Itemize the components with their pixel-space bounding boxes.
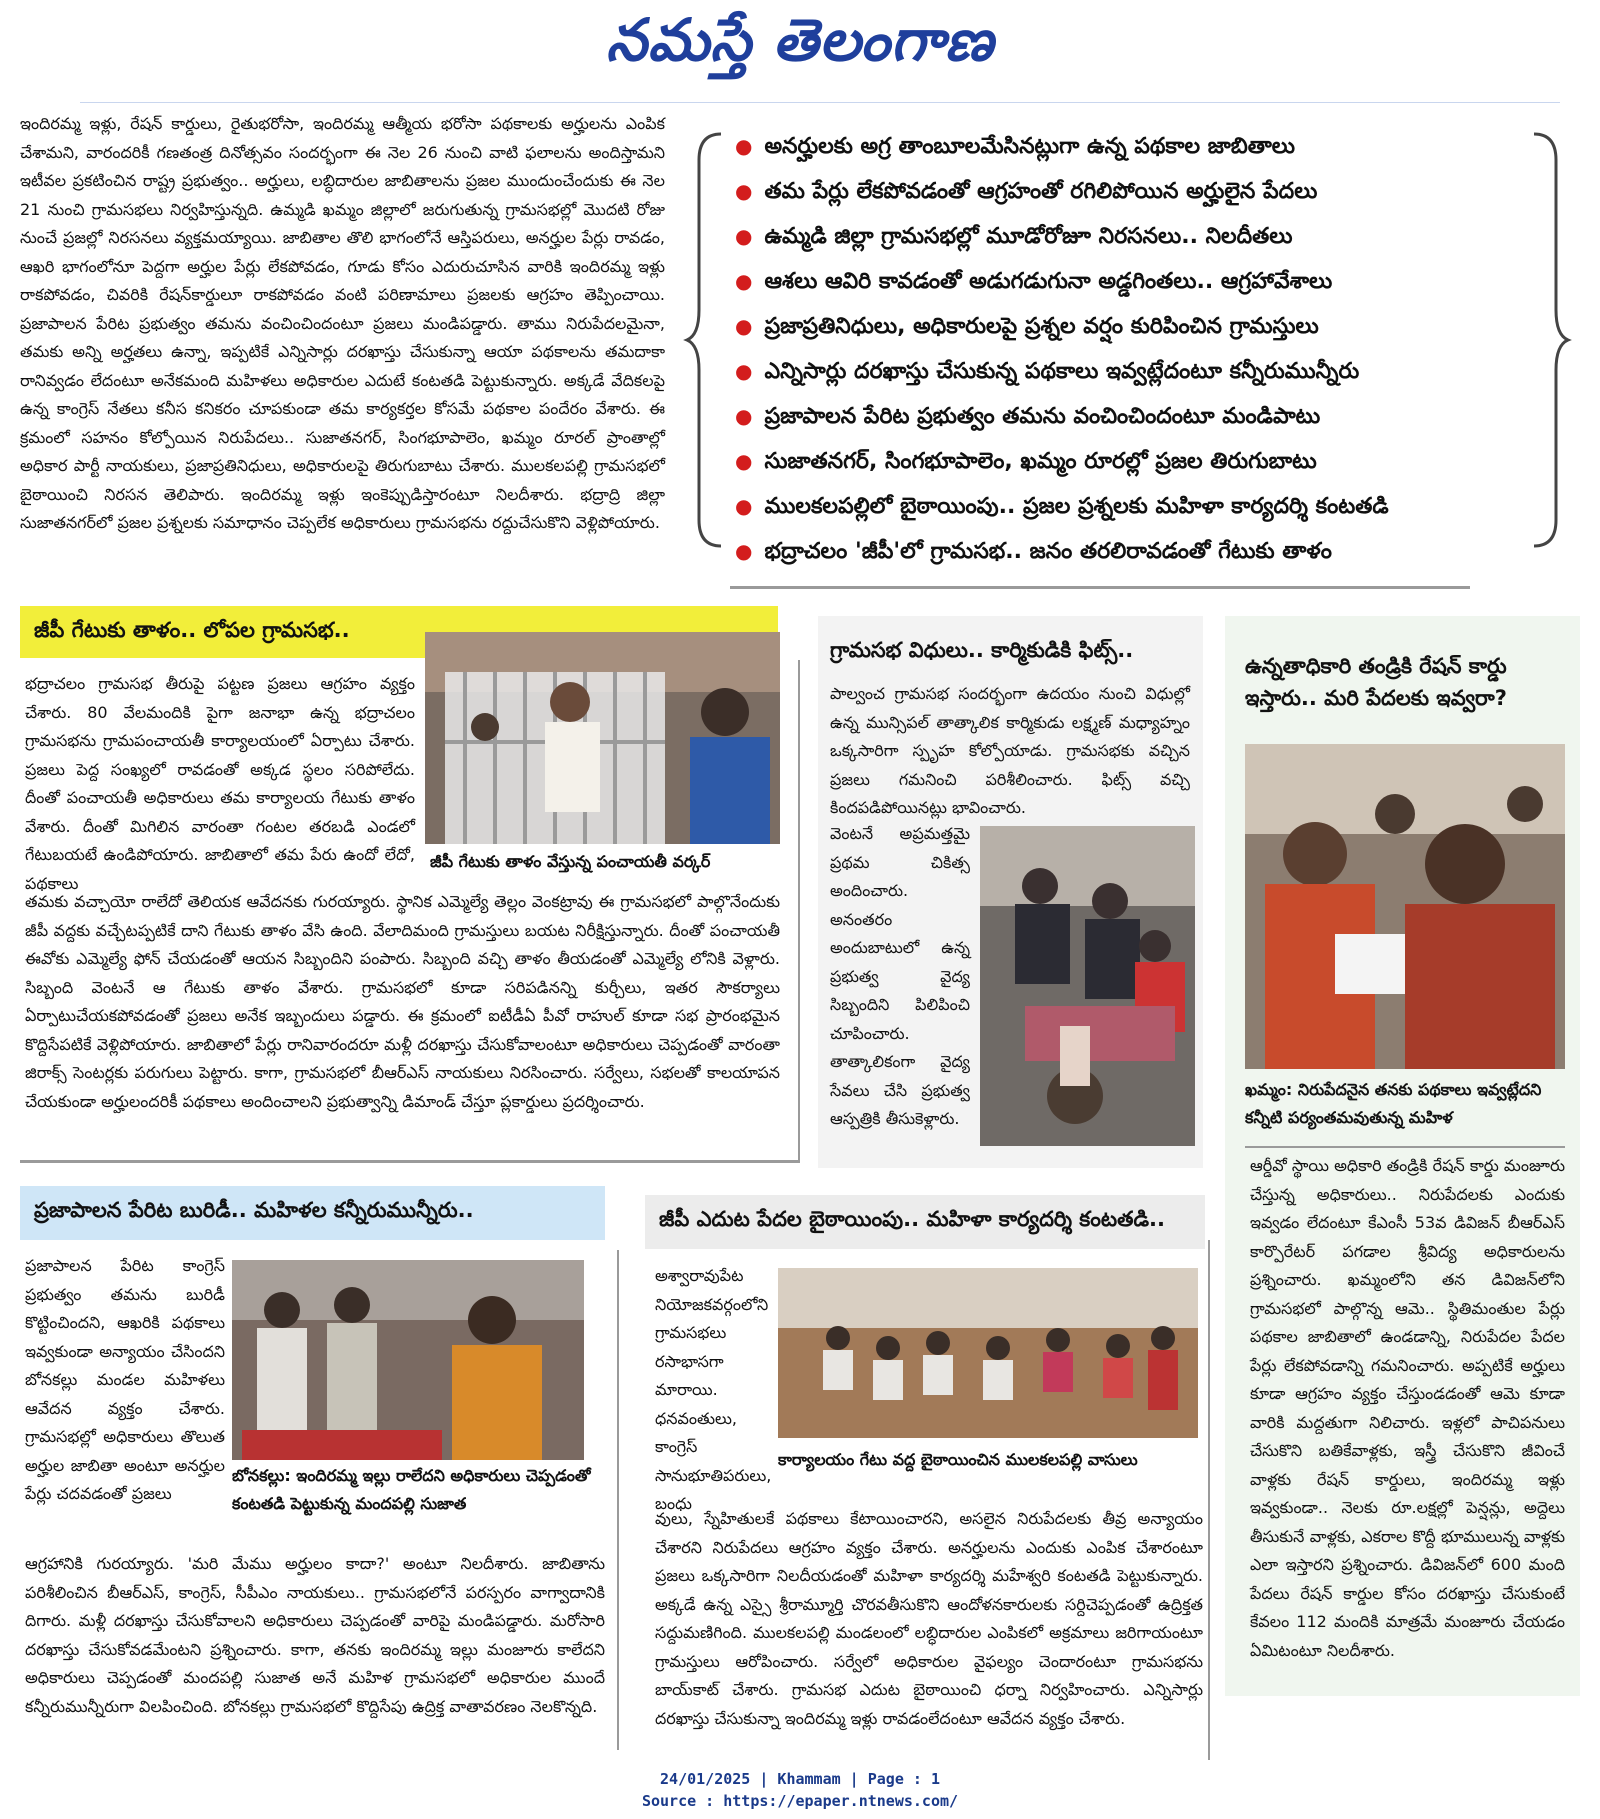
bullet-dot-icon: ● xyxy=(735,404,753,428)
story4-headline: ప్రజాపాలన పేరిట బురిడీ.. మహిళల కన్నీరుమున్నీరు.. xyxy=(20,1186,605,1240)
story2-text-side: వెంటనే అప్రమత్తమై ప్రథమ చికిత్స అందించారు. అనంతరం అందుబాటులో ఉన్న ప్రభుత్వ వైద్య సిబ్బందిని పిలిపించి చూపించారు. తాత్కాలికంగా వైద్య సేవలు చేసి ప్రభుత్వ ఆస్పత్రికి తీసుకెళ్లారు. xyxy=(830,824,970,1128)
story2-photo xyxy=(980,826,1195,1146)
lead-paragraph: ఇందిరమ్మ ఇళ్లు, రేషన్ కార్డులు, రైతుభరోసా, ఇందిరమ్మ ఆత్మీయ భరోసా పథకాలకు అర్హులను ఎంపిక చేశామని, వారందరికీ గణతంత్ర దినోత్సవం సందర్భంగా ఈ నెల 26 నుంచి వాటి ఫలాలను అందిస్తామని ఇటీవల ప్రకటించిన రాష్ట్ర ప్రభుత్వం.. అర్హులు, లబ్ధిదారుల జాబితాలను ప్రజల ముందుంచేందుకు ఈ నెల 21 నుంచి గ్రామసభలు నిర్వహిస్తున్నది. ఉమ్మడి ఖమ్మం జిల్లాలో జరుగుతున్న గ్రామసభల్లో మొదటి రోజు నుంచే ప్రజల్లో నిరసనలు వ్యక్తమయ్యాయి. జాబితాల తొలి భాగంలోనే ఆస్తిపరులు, అనర్హుల పేర్లు రావడం, ఆఖరి భాగంలోనూ పెద్దగా అర్హుల పేర్లు లేకపోవడం, గూడు కోసం ఎదురుచూసిన వారికి ఇందిరమ్మ ఇళ్లు రాకపోవడం, చివరికి రేషన్‌కార్డులూ రాకపోవడం వంటి పరిణామాలు ప్రజలకు ఆగ్రహం తెప్పించాయి. ప్రజాపాలన పేరిట ప్రభుత్వం తమను వంచించిందంటూ ప్రజలు మండిపడ్డారు. తాము నిరుపేదలమైనా, తమకు అన్ని అర్హతలు ఉన్నా, ఇప్పటికే ఎన్నిసార్లు దరఖాస్తు చేసుకున్నా ఆయా పథకాలను తమదాకా రానివ్వడం లేదంటూ అనేకమంది మహిళలు అధికారుల ఎదుటే కంటతడి పెట్టుకున్నారు. అక్కడే వేదికలపై ఉన్న కాంగ్రెస్ నేతలు కనీస కనికరం చూపకుండా తమ కార్యకర్తల కోసమే పథకాల పందేరం వేశారు. ఈ క్రమంలో సహనం కోల్పోయిన నిరుపేదలు.. సుజాతనగర్, సింగభూపాలెం, ఖమ్మం రూరల్ ప్రాంతాల్లో అధికార పార్టీ నాయకులు, ప్రజాప్రతినిధులు, అధికారులపై తిరుగుబాటు చేశారు. ములకలపల్లి గ్రామసభలో బైఠాయించి నిరసన తెలిపారు. ఇందిరమ్మ ఇళ్లు ఇంకెప్పుడిస్తారంటూ నిలదీశారు. భద్రాద్రి జిల్లా సుజాతనగర్‌లో ప్రజల ప్రశ్నలకు సమాధానం చెప్పలేక అధికారులు గ్రామసభను రద్దుచేసుకొని వెళ్లిపోయారు. xyxy=(20,114,665,532)
right-brace-icon xyxy=(1530,130,1570,550)
story1-rule xyxy=(20,1160,800,1163)
story1-text-side: భద్రాచలం గ్రామసభ తీరుపై పట్టణ ప్రజలు ఆగ్రహం వ్యక్తం చేశారు. 80 వేలమందికి పైగా జనాభా ఉన్న భద్రాచలం గ్రామసభను గ్రామపంచాయతీ కార్యాలయంలో ఏర్పాటు చేశారు. ప్రజలు పెద్ద సంఖ్యలో రావడంతో అక్కడ స్థలం సరిపోలేదు. దీంతో పంచాయతీ అధికారులు తమ కార్యాలయ గేటుకు తాళం వేశారు. దీంతో మిగిలిన వారంతా గంటల తరబడి ఎండలో గేటుబయటే ఉండిపోయారు. జాబితాలో తమ పేరు ఉందో లేదో, పథకాలు xyxy=(25,674,415,893)
highlight-item: ● భద్రాచలం 'జీపీ'లో గ్రామసభ.. జనం తరలిరావడంతో గేటుకు తాళం xyxy=(735,539,1332,564)
bullet-dot-icon: ● xyxy=(735,134,753,158)
highlight-item: ● తమ పేర్లు లేకపోవడంతో ఆగ్రహంతో రగిలిపోయిన అర్హులైన పేదలు xyxy=(735,179,1318,204)
story4-photo xyxy=(232,1260,584,1460)
story5-text-side: అశ్వారావుపేట నియోజకవర్గంలోని గ్రామసభలు రసాభాసగా మారాయి. ధనవంతులు, కాంగ్రెస్ సానుభూతిపరులు, బంధు xyxy=(655,1266,772,1513)
story3-headline: ఉన్నతాధికారి తండ్రికి రేషన్ కార్డు ఇస్తారు.. మరి పేదలకు ఇవ్వరా? xyxy=(1245,654,1507,710)
highlight-item: ● ప్రజాప్రతినిధులు, అధికారులపై ప్రశ్నల వర్షం కురిపించిన గ్రామస్తులు xyxy=(735,314,1319,339)
story1-text: తమకు వచ్చాయో రాలేదో తెలియక ఆవేదనకు గురయ్యారు. స్థానిక ఎమ్మెల్యే తెల్లం వెంకట్రావు ఈ గ్రామసభలో పాల్గొనేందుకు జీపీ వద్దకు వచ్చేటప్పటికే దాని గేటుకు తాళం వేసి ఉంది. వేలాదిమంది గ్రామస్తులు బయట నిరీక్షిస్తున్నారు. దీంతో పంచాయతీ ఈవోకు ఎమ్మెల్యే ఫోన్ చేయడంతో ఆయన సిబ్బందిని పంపారు. సిబ్బంది వచ్చి తాళం తీయడంతో ఎమ్మెల్యే లోనికి వెళ్లారు. సిబ్బంది వెంటనే ఆ గేటుకు తాళం వేశారు. గ్రామసభలో కూడా సరిపడినన్ని కుర్చీలు, ఇతర సౌకర్యాలు ఏర్పాటుచేయకపోవడంతో ప్రజలు అనేక ఇబ్బందులు పడ్డారు. ఈ క్రమంలో ఐటీడీఏ పీవో రాహుల్ కూడా సభ ప్రారంభమైన కొద్దిసేపటికే వెళ్లిపోయారు. జాబితాలో పేర్లు రానివారందరూ మళ్లీ దరఖాస్తు చేసుకోవాలంటూ అధికారులు చెప్పడంతో వారంతా జిరాక్స్ సెంటర్లకు పరుగులు పెట్టారు. కాగా, గ్రామసభలో బీఆర్ఎస్ నాయకులు నిరసించారు. సర్వేలు, సభలతో కాలయాపన చేయకుండా అర్హులందరికీ పథకాలు అందించాలని ప్రభుత్వాన్ని డిమాండ్ చేస్తూ ప్లకార్డులు ప్రదర్శించారు. xyxy=(25,892,780,1111)
masthead-rule xyxy=(80,102,1560,103)
bullet-dot-icon: ● xyxy=(735,269,753,293)
story1-divider xyxy=(798,660,800,1162)
bullet-dot-icon: ● xyxy=(735,449,753,473)
story5-text: వులు, స్నేహితులకే పథకాలు కేటాయించారని, అసలైన నిరుపేదలకు తీవ్ర అన్యాయం చేశారని నిరుపేదలు ఆగ్రహం వ్యక్తం చేశారు. అనర్హులను ఎందుకు ఎంపిక చేశారంటూ ప్రజలు ఒక్కసారిగా నిలదీయడంతో మహిళా కార్యదర్శి మహేశ్వరి కంటతడి పెట్టుకున్నారు. అక్కడే ఉన్న ఎస్సై శ్రీరామ్మూర్తి చొరవతీసుకొని ఆందోళనకారులకు సర్దిచెప్పడంతో ఉద్రిక్తత సద్దుమణిగింది. ములకలపల్లి మండలంలో లబ్ధిదారుల ఎంపికలో అక్రమాలు జరిగాయంటూ గ్రామస్తులు ఆరోపించారు. సర్వేలో అధికారుల వైఫల్యం చెందారంటూ గ్రామసభను బాయ్‌కాట్ చేశారు. గ్రామసభ ఎదుట బైఠాయించి ధర్నా నిర్వహించారు. ఎన్నిసార్లు దరఖాస్తు చేసుకున్నా ఇందిరమ్మ ఇళ్లు రావడంలేదంటూ ఆవేదన వ్యక్తం చేశారు. xyxy=(655,1509,1203,1728)
story4-text-side: ప్రజాపాలన పేరిట కాంగ్రెస్ ప్రభుత్వం తమను బురిడీ కొట్టించిందని, ఆఖరికి పథకాలు ఇవ్వకుండా అన్యాయం చేసిందని బోనకల్లు మండల మహిళలు ఆవేదన వ్యక్తం చేశారు. గ్రామసభల్లో అధికారులు తొలుత అర్హుల జాబితా అంటూ అనర్హుల పేర్లు చదవడంతో ప్రజలు xyxy=(25,1256,225,1503)
highlight-item: ● ములకలపల్లిలో బైఠాయింపు.. ప్రజల ప్రశ్నలకు మహిళా కార్యదర్శి కంటతడి xyxy=(735,494,1389,519)
bullet-dot-icon: ● xyxy=(735,539,753,563)
bullet-dot-icon: ● xyxy=(735,359,753,383)
highlight-item: ● సుజాతనగర్, సింగభూపాలెం, ఖమ్మం రూరల్లో ప్రజల తిరుగుబాటు xyxy=(735,449,1317,474)
footer-source: Source : https://epaper.ntnews.com/ xyxy=(641,1792,959,1810)
story5-divider xyxy=(1208,1240,1210,1760)
story4-divider xyxy=(617,1250,619,1750)
story1-photo xyxy=(425,632,780,844)
story5-photo xyxy=(778,1268,1198,1438)
highlight-item: ● అనర్హులకు అగ్ర తాంబూలమేసినట్లుగా ఉన్న పథకాల జాబితాలు xyxy=(735,134,1295,159)
story3-photo xyxy=(1245,744,1565,1069)
story2-text-top: పాల్వంచ గ్రామసభ సందర్భంగా ఉదయం నుంచి విధుల్లో ఉన్న మున్సిపల్ తాత్కాలిక కార్మికుడు లక్ష్మణ్ మధ్యాహ్నం ఒక్కసారిగా స్పృహ కోల్పోయాడు. గ్రామసభకు వచ్చిన ప్రజలు గమనించి పరిశీలించారు. ఫిట్స్ వచ్చి కిందపడిపోయినట్లు భావించారు. xyxy=(830,684,1190,817)
story2-headline: గ్రామసభ విధులు.. కార్మికుడికి ఫిట్స్.. xyxy=(830,638,1134,662)
highlights-rule xyxy=(730,586,1470,589)
left-brace-icon xyxy=(685,130,725,550)
story3-caption: ఖమ్మం: నిరుపేదనైన తనకు పథకాలు ఇవ్వట్లేదని కన్నీటి పర్యంతమవుతున్న మహిళ xyxy=(1245,1080,1542,1127)
highlight-item: ● ఎన్నిసార్లు దరఖాస్తు చేసుకున్న పథకాలు ఇవ్వట్లేదంటూ కన్నీరుమున్నీరు xyxy=(735,359,1360,384)
story1-caption: జీపీ గేటుకు తాళం వేస్తున్న పంచాయతీ వర్కర్ xyxy=(430,852,711,871)
bullet-dot-icon: ● xyxy=(735,179,753,203)
story3-rule xyxy=(1245,1146,1565,1148)
story4-text: ఆగ్రహానికి గురయ్యారు. 'మరి మేము అర్హులం కాదా?' అంటూ నిలదీశారు. జాబితాను పరిశీలించిన బీఆర్ఎస్, కాంగ్రెస్, సీపీఎం నాయకులు.. గ్రామసభలోనే పరస్పరం వాగ్వాదానికి దిగారు. మళ్లీ దరఖాస్తు చేసుకోవాలని అధికారులు చెప్పడంతో వారిపై మండిపడ్డారు. మరోసారి దరఖాస్తు చేసుకోవడమేంటని ప్రశ్నించారు. కాగా, తనకు ఇందిరమ్మ ఇల్లు మంజూరు కాలేదని అధికారులు చెప్పడంతో మందపల్లి సుజాత అనే మహిళ గ్రామసభలో అధికారుల ముందే కన్నీరుమున్నీరుగా విలపించింది. బోనకల్లు గ్రామసభలో కొద్దిసేపు ఉద్రిక్త వాతావరణం నెలకొన్నది. xyxy=(25,1554,605,1716)
bullet-dot-icon: ● xyxy=(735,494,753,518)
story5-headline: జీపీ ఎదుట పేదల బైఠాయింపు.. మహిళా కార్యదర్శి కంటతడి.. xyxy=(645,1195,1205,1249)
bullet-dot-icon: ● xyxy=(735,314,753,338)
highlight-item: ● ఆశలు ఆవిరి కావడంతో అడుగడుగునా అడ్డగింతలు.. ఆగ్రహావేశాలు xyxy=(735,269,1333,294)
story1-headline: జీపీ గేటుకు తాళం.. లోపల గ్రామసభ.. xyxy=(20,606,778,658)
highlight-item: ● ఉమ్మడి జిల్లా గ్రామసభల్లో మూడోరోజూ నిరసనలు.. నిలదీతలు xyxy=(735,224,1293,249)
highlights-list xyxy=(735,124,1535,574)
highlight-item: ● ప్రజాపాలన పేరిట ప్రభుత్వం తమను వంచించిందంటూ మండిపాటు xyxy=(735,404,1321,429)
story5-caption: కార్యాలయం గేటు వద్ద బైఠాయించిన ములకలపల్లి వాసులు xyxy=(778,1450,1138,1469)
masthead: నమస్తే తెలంగాణ xyxy=(606,6,994,74)
footer-dateline: 24/01/2025 | Khammam | Page : 1 xyxy=(660,1770,940,1788)
bullet-dot-icon: ● xyxy=(735,224,753,248)
story3-text: ఆర్డీవో స్థాయి అధికారి తండ్రికి రేషన్ కార్డు మంజూరు చేస్తున్న అధికారులు.. నిరుపేదలకు ఎందుకు ఇవ్వడం లేదంటూ కేఎంసీ 53వ డివిజన్ బీఆర్ఎస్ కార్పొరేటర్ పగడాల శ్రీవిద్య అధికారులను ప్రశ్నించారు. ఖమ్మంలోని తన డివిజన్‌లోని గ్రామసభలో పాల్గొన్న ఆమె.. స్థితిమంతుల పేర్లు పథకాల జాబితాలో ఉండడాన్ని, నిరుపేదల పేదల పేర్లు లేకపోవడాన్ని గమనించారు. అప్పటికే అర్హులు కూడా ఆగ్రహం వ్యక్తం చేస్తుండడంతో ఆమె కూడా వారికి మద్దతుగా నిలిచారు. ఇళ్లలో పాచిపనులు చేసుకొని బతికేవాళ్లకు, ఇస్త్రీ చేసుకొని జీవించే వాళ్లకు రేషన్ కార్డులు, ఇందిరమ్మ ఇళ్లు ఇవ్వకుండా.. నెలకు రూ.లక్షల్లో పెన్షన్లు, అద్దెలు తీసుకునే వాళ్లకు, ఎకరాల కొద్దీ భూములున్న వాళ్లకు ఎలా ఇస్తారని ప్రశ్నించారు. డివిజన్‌లో 600 మంది పేదలు రేషన్ కార్డుల కోసం దరఖాస్తు చేసుకుంటే కేవలం 112 మందికి మాత్రమే మంజూరు చేయడం ఏమిటంటూ నిలదీశారు. xyxy=(1250,1156,1565,1660)
story4-caption: బోనకల్లు: ఇందిరమ్మ ఇల్లు రాలేదని అధికారులు చెప్పడంతో కంటతడి పెట్టుకున్న మందపల్లి సుజాత xyxy=(232,1466,591,1513)
